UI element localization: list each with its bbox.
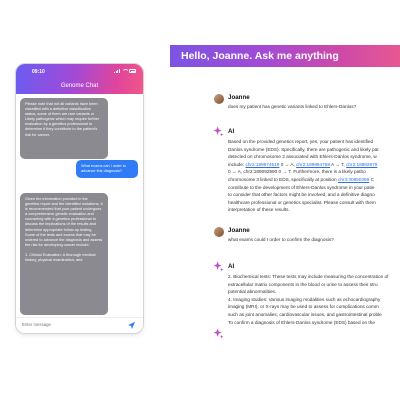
ai-answer-line: healthcare professional or genetics specialist. Please consult with them [228, 199, 376, 205]
phone-title: Genome Chat [60, 83, 99, 89]
ai-answer-line: To confirm a diagnosis of Ehlers-Danlos syndrome (EDS) based on the [228, 319, 375, 325]
ai-answer-line: extracellular matrix components in the blood or urine to assess their stru [228, 281, 378, 287]
ai-answer-line: imaging (MRI), or X-rays may be used to assess for complications comm [228, 304, 379, 310]
user-question: does my patient has genetic variants linked to Ehlers-Danlos? [228, 104, 357, 109]
sender-name: Joanne [228, 94, 250, 101]
ai-answer-line: 0 → A, chr2:189092990 0 → T. Furthermore, there is a likely patho [228, 169, 366, 175]
ai-answer-line: Danlos syndrome (EDS). Specifically, there are pathogenic and likely pat [228, 146, 379, 152]
phone-app [16, 64, 143, 333]
message-paragraph: 1. Clinical Evaluation: A thorough medical history, physical examination, and [25, 252, 96, 263]
signal-icon [114, 69, 120, 73]
ai-answer-line: contribute to the development of Ehlers-Danlos syndrome in your patie [228, 184, 375, 190]
ai-answer-line: interpretation of these results. [228, 207, 290, 213]
ai-answer-text: 0 → A, [280, 161, 295, 167]
ai-answer-line: Based on the provided genetics report, yes, your patient has identified [228, 139, 374, 144]
variant-link[interactable]: chr2:18992979 [346, 161, 378, 167]
phone-header [16, 64, 143, 94]
ai-answer-line: such as joint anomalies, cardiovascular issues, and gastrointestinal proble [228, 312, 382, 317]
wifi-icon [122, 69, 127, 73]
status-time: 09:10 [32, 69, 45, 75]
message-input[interactable] [22, 322, 102, 327]
panel-input-row[interactable] [213, 328, 400, 342]
ai-sparkle-icon [213, 328, 224, 339]
message-paragraph: Given the information provided in the genetics report and the identified mutations, it is recommended that your patient undergoes a comprehensive genetic evaluation and counseling with a genetics professional to discuss the implications of the results and determine appropriate follow-up testing. Some of the tests and exams that may be ordered to advance the diagnosis and assess the risk for developing cancer include: [25, 197, 103, 247]
ai-answer-line: potential abnormalities. [228, 289, 277, 295]
ai-answer-line [228, 176, 400, 184]
variant-link[interactable]: chr2:189894758 [296, 161, 330, 167]
phone-chat-list[interactable] [16, 94, 143, 317]
battery-icon [129, 69, 136, 73]
assistant-message [20, 193, 108, 315]
ai-answer-text: include: [228, 161, 245, 167]
sender-name: AI [228, 263, 235, 270]
ai-answer-line: detected on chromosome 2 associated with Ehlers-Danlos syndrome, w [228, 154, 377, 160]
user-avatar [214, 227, 224, 237]
ai-answer-text: C [370, 177, 374, 182]
send-icon[interactable] [127, 321, 136, 330]
ai-answer-line: 2. Biochemical tests: These tests may include measuring the concentration of [228, 274, 389, 279]
status-icons [114, 69, 136, 73]
ai-answer-line: to consider that other factors might be involved, and a definitive diagno [228, 192, 375, 198]
user-question: what exams could I order to confirm the diagnosis? [228, 237, 334, 242]
variant-link[interactable]: chr3:30850369 [337, 177, 370, 182]
phone-input-bar [16, 317, 143, 333]
ai-answer-text: A → T, [331, 161, 345, 167]
user-message: What exams can I order to advance this diagnosis? [76, 160, 138, 178]
ai-answer-line [228, 161, 400, 169]
greeting-title: Hello, Joanne. Ask me anything [181, 50, 339, 62]
sender-name: AI [228, 128, 235, 135]
assistant-panel [170, 45, 400, 365]
assistant-message: Please note that not all variants have been classified with a definitive classification status, some of them are rare variants or Likely pathogenic which may require further evaluation by a genetics professional to determine if they contribute to the patient's risk for cancer. [20, 98, 108, 159]
ai-answer-text: chromosome 3 linked to EDS, specifically at position [228, 177, 337, 182]
ai-sparkle-icon [213, 126, 224, 137]
ai-sparkle-icon [213, 261, 224, 272]
user-avatar [214, 94, 224, 104]
sender-name: Joanne [228, 227, 250, 234]
variant-link[interactable]: chr2:189974519 [245, 161, 280, 167]
panel-header [170, 45, 400, 67]
ai-answer-line: 4. Imaging studies: Various imaging modalities such as echocardiography [228, 296, 381, 302]
